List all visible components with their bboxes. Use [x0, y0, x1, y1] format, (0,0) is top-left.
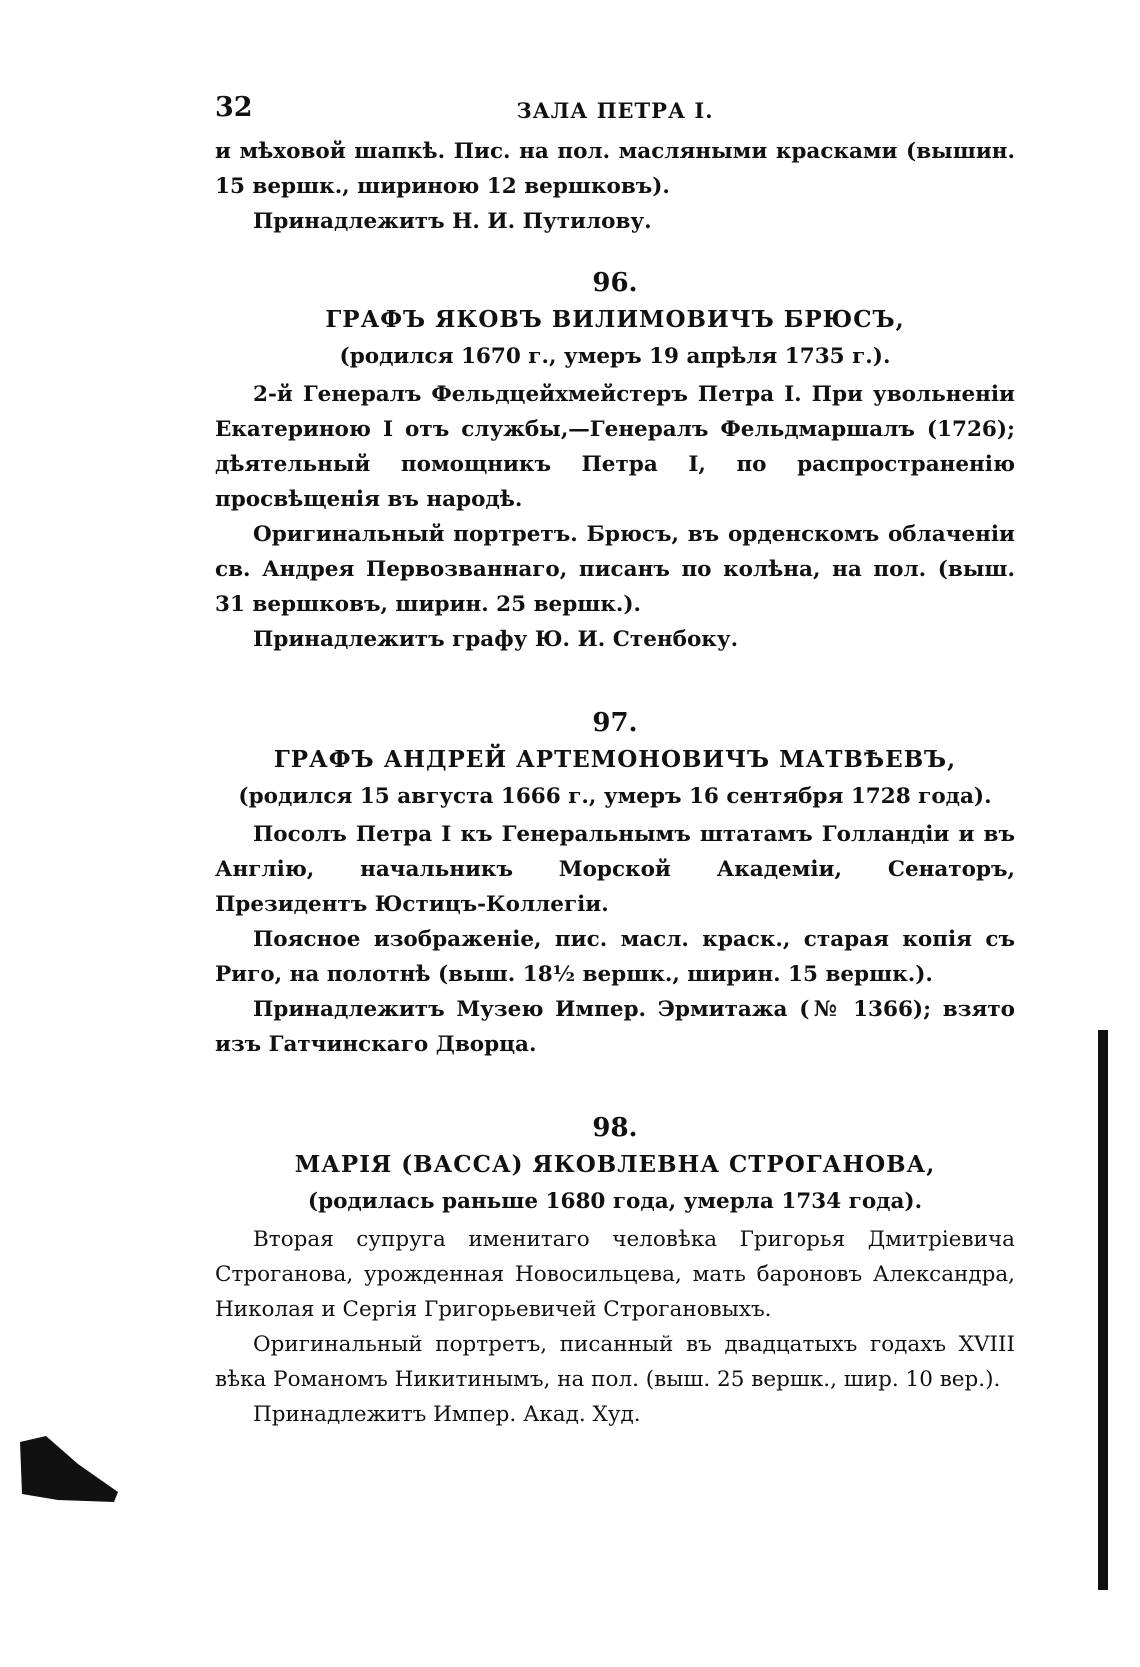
entry-name: МАРІЯ (ВАССА) ЯКОВЛЕВНА СТРОГАНОВА,: [294, 1151, 936, 1178]
entry-dates: (родился 15 августа 1666 г., умеръ 16 сентября 1728 года).: [238, 784, 992, 809]
book-page: [215, 92, 1015, 1432]
page-number: 32: [215, 92, 253, 123]
entry-description: Оригинальный портретъ. Брюсъ, въ орденскомъ облаченіи св. Андрея Первозваннаго, писанъ по колѣна, на пол. (выш. 31 вершковъ, ширин. 25 вершк.).: [215, 522, 1015, 617]
entry-owner: Принадлежитъ Музею Импер. Эрмитажа (№ 1366); взято изъ Гатчинскаго Дворца.: [215, 997, 1015, 1057]
entry-description: Оригинальный портретъ, писанный въ двадцатыхъ годахъ XVIII вѣка Романомъ Никитинымъ, на пол. (выш. 25 вершк., шир. 10 вер.).: [215, 1332, 1015, 1392]
continuation-text: и мѣховой шапкѣ. Пис. на пол. масляными красками (вышин. 15 вершк., шириною 12 вершковъ).: [215, 139, 1015, 199]
catalog-entry-97: [215, 705, 1015, 1062]
entry-number: 97.: [592, 708, 638, 738]
catalog-entry-98: [215, 1110, 1015, 1432]
continuation-owner: Принадлежитъ Н. И. Путилову.: [253, 209, 652, 234]
entry-name: ГРАФЪ АНДРЕЙ АРТЕМОНОВИЧЪ МАТВѢЕВЪ,: [273, 746, 957, 773]
running-title: ЗАЛА ПЕТРА I.: [516, 98, 714, 123]
entry-dates: (родилась раньше 1680 года, умерла 1734 года).: [307, 1189, 923, 1214]
entry-biography: 2-й Генералъ Фельдцейхмейстеръ Петра I. При увольненіи Екатериною I отъ службы,—Генералъ Фельдмаршалъ (1726); дѣятельный помощникъ Петра I, по распространенію просвѣщенія въ народѣ.: [215, 382, 1015, 512]
entry-biography: Вторая супруга именитаго человѣка Григорья Дмитріевича Строганова, урожденная Новосильцева, мать бароновъ Александра, Николая и Сергія Григорьевичей Строгановыхъ.: [215, 1227, 1015, 1322]
entry-number: 98.: [592, 1113, 638, 1143]
entry-owner: Принадлежитъ графу Ю. И. Стенбоку.: [253, 627, 739, 652]
binding-edge-mark: [1098, 1030, 1108, 1590]
entry-biography: Посолъ Петра I къ Генеральнымъ штатамъ Голландіи и въ Англію, начальникъ Морской Академіи, Сенаторъ, Президентъ Юстицъ-Коллегіи.: [215, 822, 1015, 917]
entry-name: ГРАФЪ ЯКОВЪ ВИЛИМОВИЧЪ БРЮСЪ,: [325, 306, 905, 333]
entry-number: 96.: [592, 268, 638, 298]
scan-artifact-mark: [18, 1434, 128, 1504]
entry-description: Поясное изображеніе, пис. масл. краск., старая копія съ Риго, на полотнѣ (выш. 18½ вершк., ширин. 15 вершк.).: [215, 927, 1015, 987]
catalog-entry-96: [215, 265, 1015, 657]
continuation-section: [215, 134, 1015, 239]
running-header: [215, 92, 1015, 132]
entry-owner: Принадлежитъ Импер. Акад. Худ.: [253, 1402, 641, 1427]
entry-dates: (родился 1670 г., умеръ 19 апрѣля 1735 г.).: [339, 344, 891, 369]
